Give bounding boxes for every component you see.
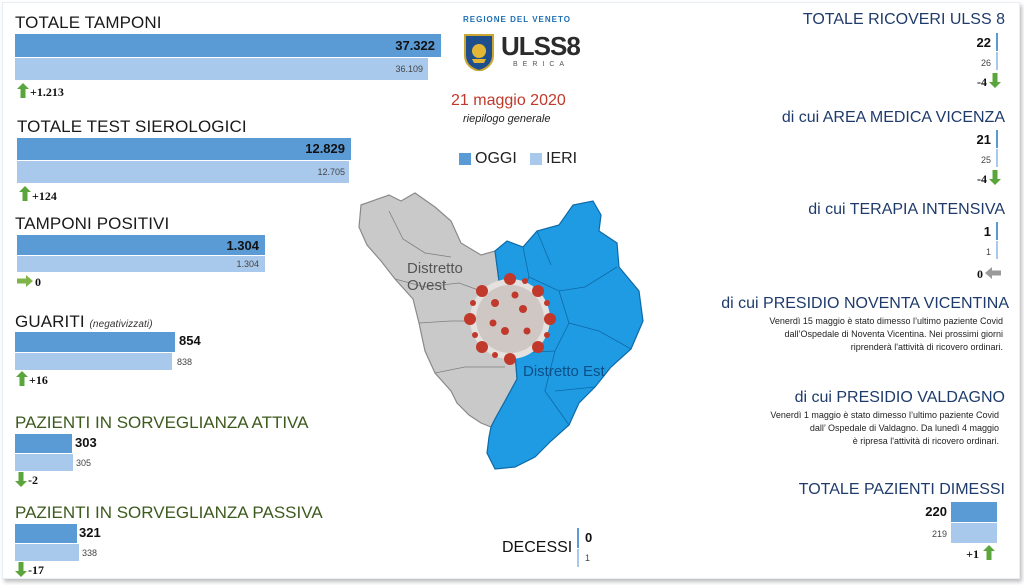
positivi-yesterday-value: 1.304 bbox=[236, 259, 259, 269]
terapia-today-value: 1 bbox=[983, 224, 991, 239]
valdagno-title: di cui PRESIDIO VALDAGNO bbox=[794, 389, 1005, 406]
report-subtitle: riepilogo generale bbox=[463, 113, 551, 125]
decessi-yesterday-bar bbox=[577, 549, 579, 567]
area-medica-today-bar bbox=[996, 130, 998, 148]
tamponi-delta: +1.213 bbox=[30, 85, 64, 99]
dimessi-yesterday-bar bbox=[951, 523, 997, 543]
terapia-today-bar bbox=[996, 222, 998, 240]
ricoveri-today-bar bbox=[996, 33, 998, 51]
district-east-label: Distretto Est bbox=[523, 363, 605, 380]
ulss-label: ULSS8 bbox=[501, 31, 580, 61]
sorv-attiva-title: PAZIENTI IN SORVEGLIANZA ATTIVA bbox=[15, 413, 309, 432]
report-date: 21 maggio 2020 bbox=[451, 92, 566, 109]
arrow-left-icon bbox=[985, 267, 1001, 279]
guariti-subtitle: (negativizzati) bbox=[89, 319, 153, 330]
guariti-yesterday-bar bbox=[15, 353, 172, 370]
positivi-today-value: 1.304 bbox=[226, 238, 259, 253]
decessi-today-value: 0 bbox=[585, 530, 593, 545]
area-medica-delta: -4 bbox=[977, 172, 987, 186]
sorv-passiva-today-bar bbox=[15, 524, 77, 543]
ricoveri-yesterday-bar bbox=[996, 52, 998, 70]
decessi-today-bar bbox=[577, 528, 579, 548]
decessi-yesterday-value: 1 bbox=[585, 553, 591, 563]
legend-yesterday-swatch bbox=[530, 153, 542, 165]
sierologici-today-value: 12.829 bbox=[305, 141, 345, 156]
arrow-down-icon bbox=[15, 562, 27, 577]
terapia-title: di cui TERAPIA INTENSIVA bbox=[808, 201, 1005, 218]
sorv-passiva-yesterday-bar bbox=[15, 544, 79, 561]
positivi-title: TAMPONI POSITIVI bbox=[15, 214, 170, 233]
guariti-today-bar bbox=[15, 332, 175, 352]
region-label: REGIONE DEL VENETO bbox=[463, 15, 571, 24]
terapia-yesterday-value: 1 bbox=[985, 247, 991, 257]
guariti-today-value: 854 bbox=[179, 333, 201, 348]
coronavirus-icon bbox=[464, 273, 556, 365]
area-medica-yesterday-value: 25 bbox=[980, 155, 991, 165]
valdagno-line-1: Venerdì 1 maggio è stato dimesso l’ultimo paziente Covid bbox=[770, 410, 999, 420]
arrow-up-icon bbox=[16, 371, 28, 386]
arrow-down-icon bbox=[989, 170, 1001, 185]
area-medica-title: di cui AREA MEDICA VICENZA bbox=[781, 109, 1005, 126]
sorv-attiva-today-value: 303 bbox=[75, 435, 97, 450]
noventa-line-1: Venerdì 15 maggio è stato dimesso l’ultimo paziente Covid bbox=[769, 316, 1003, 326]
sorv-passiva-delta: -17 bbox=[28, 563, 44, 577]
tamponi-yesterday-value: 36.109 bbox=[395, 64, 423, 74]
valdagno-description bbox=[699, 409, 999, 448]
sierologici-delta: +124 bbox=[32, 189, 57, 203]
noventa-line-3: riprenderà l'attività di ricovero ordinari. bbox=[850, 342, 1003, 352]
tamponi-title: TOTALE TAMPONI bbox=[15, 13, 162, 32]
arrow-up-icon bbox=[983, 545, 995, 560]
district-map bbox=[355, 191, 645, 481]
dashboard-page bbox=[2, 2, 1020, 579]
dimessi-today-bar bbox=[951, 502, 997, 522]
sierologici-yesterday-value: 12.705 bbox=[317, 167, 345, 177]
noventa-line-2: dall’Ospedale di Noventa Vicentina. Nei prossimi giorni bbox=[784, 329, 1003, 339]
area-medica-today-value: 21 bbox=[976, 132, 991, 147]
guariti-title-text: GUARITI bbox=[15, 312, 85, 331]
lion-emblem-icon bbox=[463, 33, 495, 71]
legend-today-label: OGGI bbox=[475, 150, 517, 167]
tamponi-today-value: 37.322 bbox=[395, 38, 435, 53]
arrow-right-icon bbox=[17, 275, 33, 287]
decessi-title: DECESSI bbox=[502, 539, 573, 556]
noventa-title: di cui PRESIDIO NOVENTA VICENTINA bbox=[721, 295, 1009, 312]
terapia-delta: 0 bbox=[977, 267, 983, 281]
sorv-passiva-yesterday-value: 338 bbox=[82, 548, 98, 558]
valdagno-line-3: è ripresa l'attività di ricovero ordinari. bbox=[852, 436, 999, 446]
arrow-down-icon bbox=[989, 73, 1001, 88]
sierologici-title: TOTALE TEST SIEROLOGICI bbox=[17, 117, 247, 136]
ricoveri-yesterday-value: 26 bbox=[980, 58, 991, 68]
ricoveri-title: TOTALE RICOVERI ULSS 8 bbox=[802, 11, 1005, 28]
sorv-attiva-delta: -2 bbox=[28, 473, 38, 487]
arrow-up-icon bbox=[19, 186, 31, 201]
legend-yesterday-label: IERI bbox=[546, 150, 578, 167]
area-medica-yesterday-bar bbox=[996, 149, 998, 167]
sorv-attiva-yesterday-bar bbox=[15, 454, 73, 471]
berica-label: BERICA bbox=[513, 61, 570, 68]
sorv-passiva-title: PAZIENTI IN SORVEGLIANZA PASSIVA bbox=[15, 503, 323, 522]
dimessi-yesterday-value: 219 bbox=[931, 529, 947, 539]
noventa-description bbox=[703, 315, 1003, 354]
sorv-attiva-today-bar bbox=[15, 434, 72, 453]
district-west-label: Distretto Ovest bbox=[407, 260, 463, 294]
arrow-up-icon bbox=[17, 83, 29, 98]
ricoveri-delta: -4 bbox=[977, 75, 987, 89]
guariti-title bbox=[15, 312, 153, 332]
guariti-yesterday-value: 838 bbox=[177, 357, 193, 367]
dimessi-title: TOTALE PAZIENTI DIMESSI bbox=[798, 481, 1005, 498]
terapia-yesterday-bar bbox=[996, 241, 998, 259]
sorv-attiva-yesterday-value: 305 bbox=[76, 458, 92, 468]
positivi-delta: 0 bbox=[35, 275, 41, 289]
ulss8-logo bbox=[453, 11, 583, 75]
sorv-passiva-today-value: 321 bbox=[79, 525, 101, 540]
legend-today-swatch bbox=[459, 153, 471, 165]
dimessi-today-value: 220 bbox=[925, 504, 947, 519]
ricoveri-today-value: 22 bbox=[976, 35, 991, 50]
valdagno-line-2: dall’ Ospedale di Valdagno. Da lunedì 4 maggio bbox=[809, 423, 999, 433]
arrow-down-icon bbox=[15, 472, 27, 487]
dimessi-delta: +1 bbox=[966, 547, 979, 561]
guariti-delta: +16 bbox=[29, 373, 48, 387]
